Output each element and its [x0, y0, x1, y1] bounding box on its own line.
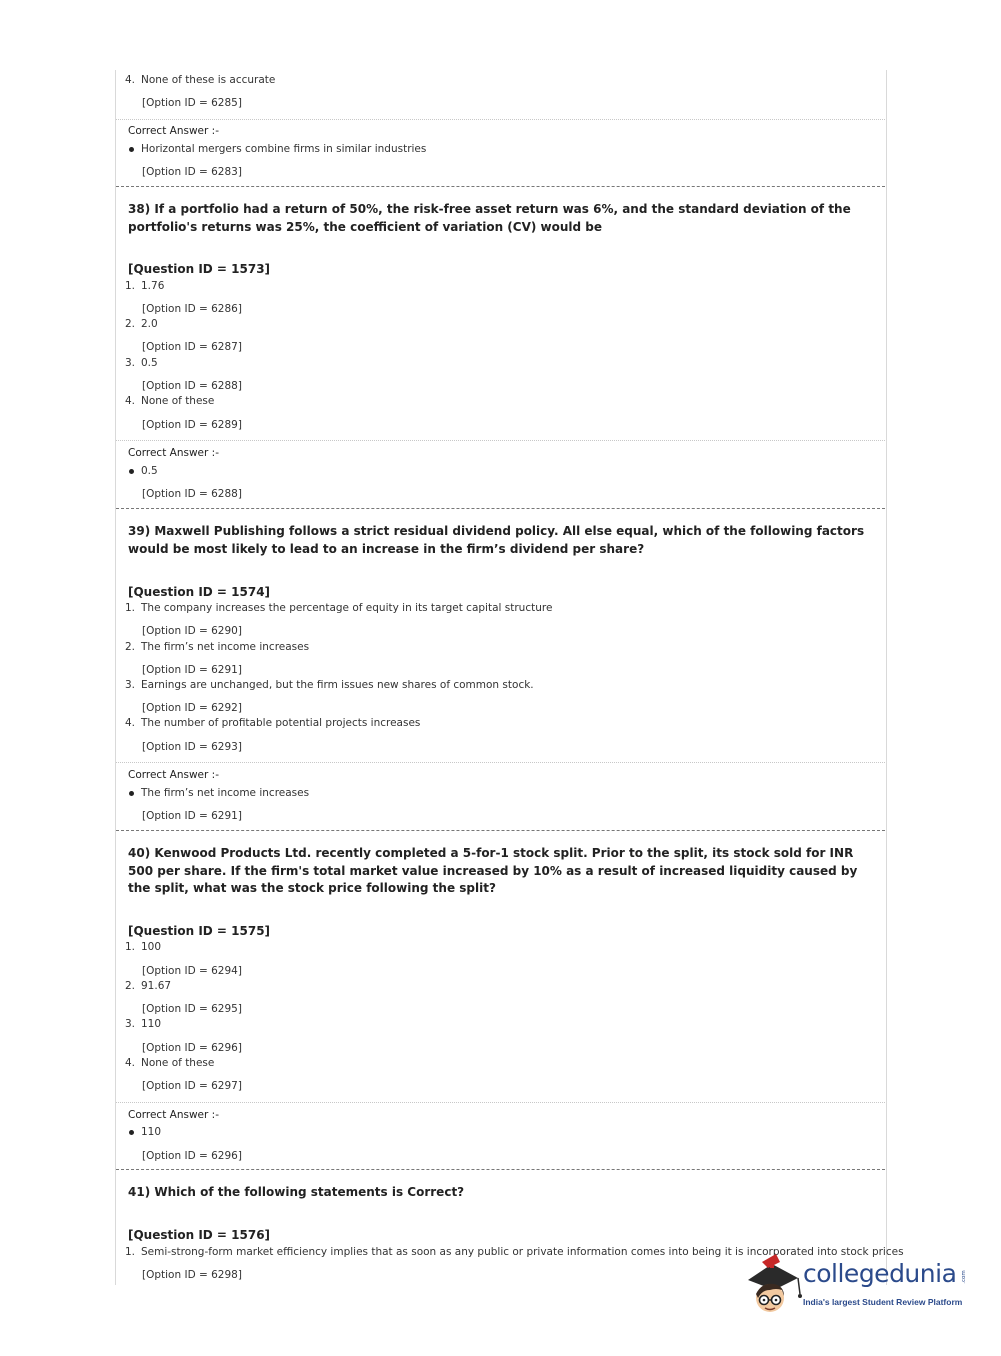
option-number: 2. — [125, 318, 136, 330]
question-separator — [116, 830, 885, 831]
correct-answer-text: Horizontal mergers combine firms in similar industries — [141, 143, 427, 155]
question-text: 41) Which of the following statements is Correct? — [128, 1185, 465, 1199]
option-id: [Option ID = 6286] — [142, 303, 242, 315]
correct-answer-option-id: [Option ID = 6291] — [142, 810, 242, 822]
correct-answer-option-id: [Option ID = 6296] — [142, 1150, 242, 1162]
question-separator — [116, 186, 885, 187]
option-number: 1. — [125, 602, 136, 614]
option-id: [Option ID = 6288] — [142, 380, 242, 392]
option-id: [Option ID = 6295] — [142, 1003, 242, 1015]
option-id: [Option ID = 6294] — [142, 965, 242, 977]
option-number: 4. — [125, 74, 136, 86]
option-text: 0.5 — [141, 357, 158, 369]
option-text: None of these is accurate — [141, 74, 276, 86]
option-number: 3. — [125, 1018, 136, 1030]
option-id: [Option ID = 6291] — [142, 664, 242, 676]
option-text: None of these — [141, 1057, 215, 1069]
option-text: The firm’s net income increases — [141, 641, 310, 653]
option-number: 3. — [125, 357, 136, 369]
option-id: [Option ID = 6285] — [142, 97, 242, 109]
question-id: [Question ID = 1576] — [128, 1228, 271, 1242]
option-id: [Option ID = 6296] — [142, 1042, 242, 1054]
section-divider — [116, 1102, 885, 1103]
section-divider — [116, 119, 885, 120]
option-id: [Option ID = 6293] — [142, 741, 242, 753]
option-text: 100 — [141, 941, 162, 953]
option-text: None of these — [141, 395, 215, 407]
correct-answer-option-id: [Option ID = 6283] — [142, 166, 242, 178]
section-divider — [116, 762, 885, 763]
option-text: The number of profitable potential projects increases — [141, 717, 421, 729]
option-id: [Option ID = 6289] — [142, 419, 242, 431]
correct-answer-text: 0.5 — [141, 465, 158, 477]
option-text: 110 — [141, 1018, 162, 1030]
question-id: [Question ID = 1574] — [128, 585, 271, 599]
question-text: 38) If a portfolio had a return of 50%, the risk-free asset return was 6%, and the standard deviation of the portfolio's returns was 25%, the coefficient of variation (CV) would be — [128, 202, 851, 234]
collegedunia-tagline: India's largest Student Review Platform — [803, 1297, 963, 1307]
option-number: 2. — [125, 980, 136, 992]
option-id: [Option ID = 6297] — [142, 1080, 242, 1092]
option-text: 91.67 — [141, 980, 172, 992]
option-text: Semi-strong-form market efficiency implies that as soon as any public or private information comes into being it is incorporated into stock prices — [141, 1246, 904, 1258]
collegedunia-logo-dotcom: .com — [960, 1270, 967, 1284]
question-separator — [116, 1169, 885, 1170]
correct-answer-label: Correct Answer :- — [128, 769, 219, 781]
correct-answer-label: Correct Answer :- — [128, 447, 219, 459]
question-id: [Question ID = 1575] — [128, 924, 271, 938]
question-text: 40) Kenwood Products Ltd. recently completed a 5-for-1 stock split. Prior to the split, its stock sold for INR 500 per share. If the firm's total market value increased by 10% as a result of increased liquidity caused by the split, what was the stock price following the split? — [128, 846, 858, 895]
bullet-icon — [129, 147, 134, 152]
option-text: 2.0 — [141, 318, 158, 330]
option-number: 4. — [125, 717, 136, 729]
question-text: 39) Maxwell Publishing follows a strict residual dividend policy. All else equal, which of the following factors would be most likely to lead to an increase in the firm’s dividend per share? — [128, 524, 865, 556]
bullet-icon — [129, 469, 134, 474]
option-number: 1. — [125, 280, 136, 292]
option-number: 1. — [125, 1246, 136, 1258]
option-number: 3. — [125, 679, 136, 691]
option-text: Earnings are unchanged, but the firm issues new shares of common stock. — [141, 679, 534, 691]
bullet-icon — [129, 1130, 134, 1135]
option-number: 4. — [125, 1057, 136, 1069]
question-id: [Question ID = 1573] — [128, 262, 271, 276]
option-text: 1.76 — [141, 280, 165, 292]
bullet-icon — [129, 791, 134, 796]
option-number: 1. — [125, 941, 136, 953]
option-number: 2. — [125, 641, 136, 653]
option-id: [Option ID = 6292] — [142, 702, 242, 714]
correct-answer-text: The firm’s net income increases — [141, 787, 310, 799]
option-id: [Option ID = 6290] — [142, 625, 242, 637]
correct-answer-label: Correct Answer :- — [128, 1109, 219, 1121]
question-separator — [116, 508, 885, 509]
option-id: [Option ID = 6298] — [142, 1269, 242, 1281]
option-text: The company increases the percentage of equity in its target capital structure — [141, 602, 553, 614]
option-number: 4. — [125, 395, 136, 407]
correct-answer-label: Correct Answer :- — [128, 125, 219, 137]
correct-answer-option-id: [Option ID = 6288] — [142, 488, 242, 500]
collegedunia-logo-text: collegedunia — [803, 1259, 957, 1288]
section-divider — [116, 440, 885, 441]
correct-answer-text: 110 — [141, 1126, 162, 1138]
option-id: [Option ID = 6287] — [142, 341, 242, 353]
